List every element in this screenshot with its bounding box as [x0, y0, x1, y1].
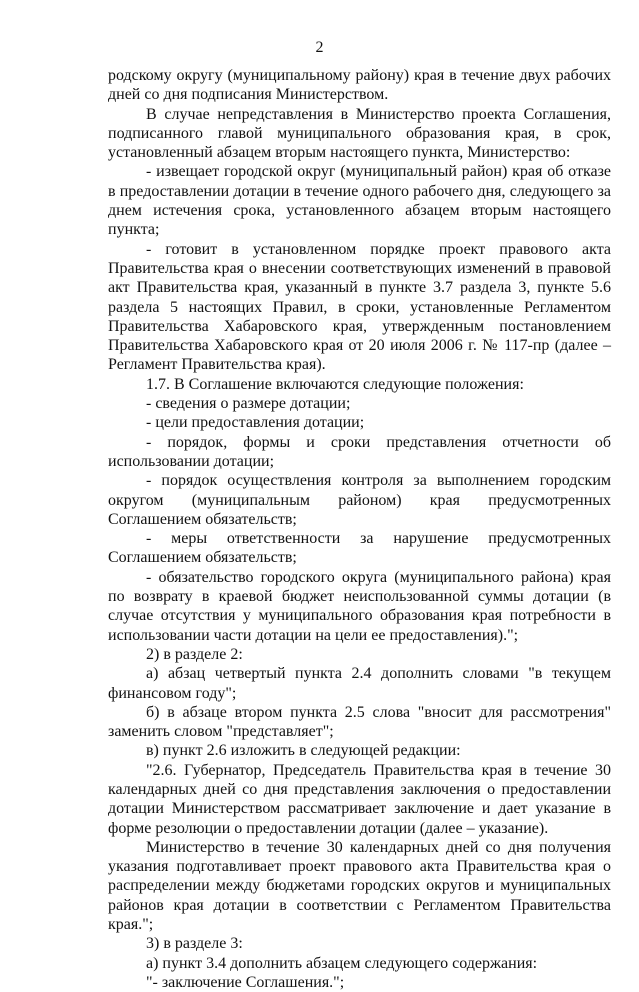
paragraph: Министерство в течение 30 календарных дней со дня получения указания подготавливает проект правового акта Правительства края о распределении между бюджетами городских округов и муниципальных районов края дотации в соответствии с Регламентом Правительства края."; — [108, 838, 611, 934]
paragraph: - порядок, формы и сроки представления отчетности об использовании дотации; — [108, 433, 611, 470]
paragraph: - цели предоставления дотации; — [146, 414, 365, 432]
paragraph: родскому округу (муниципальному району) края в течение двух рабочих дней со дня подписания Министерством. — [108, 67, 611, 104]
paragraph: 3) в разделе 3: — [146, 935, 243, 953]
paragraph: а) абзац четвертый пункта 2.4 дополнить словами "в текущем финансовом году"; — [108, 665, 611, 702]
paragraph: 2) в разделе 2: — [146, 645, 243, 663]
paragraph: - готовит в установленном порядке проект правового акта Правительства края о внесении соответствующих изменений в правовой акт Правительства края, указанный в пункте 3.7 раздела 3, пункте 5.6 раздела 5 настоящих Правил, в сроки, установленные Регламентом Правительства Хабаровского края, утвержденным постановлением Правительства Хабаровского края от 20 июля 2006 г. № 117-пр (далее – Регламент Правительства края). — [108, 240, 611, 374]
paragraph: - сведения о размере дотации; — [146, 395, 351, 413]
paragraph: В случае непредставления в Министерство проекта Соглашения, подписанного главой муниципального образования края, в срок, установленный абзацем вторым настоящего пункта, Министерство: — [108, 105, 611, 162]
paragraph: а) пункт 3.4 дополнить абзацем следующего содержания: — [146, 954, 538, 972]
paragraph: "2.6. Губернатор, Председатель Правительства края в течение 30 календарных дней со дня представления заключения о предоставлении дотации Министерством рассматривает заключение и дает указание в форме резолюции о предоставлении дотации (далее – указание). — [108, 761, 611, 837]
paragraph: 1.7. В Соглашение включаются следующие положения: — [146, 375, 524, 393]
page-number: 2 — [315, 39, 324, 56]
paragraph: "- заключение Соглашения."; — [146, 973, 345, 991]
document-body — [108, 66, 611, 992]
paragraph: в) пункт 2.6 изложить в следующей редакции: — [146, 742, 461, 760]
paragraph: б) в абзаце втором пункта 2.5 слова "вносит для рассмотрения" заменить словом "представляет"; — [108, 703, 611, 741]
paragraph: - извещает городской округ (муниципальный район) края об отказе в предоставлении дотации в течение одного рабочего дня, следующего за днем истечения срока, установленного абзацем вторым настоящего пункта; — [108, 163, 611, 239]
paragraph: - обязательство городского округа (муниципального района) края по возврату в краевой бюджет неиспользованной суммы дотации (в случае отсутствия у муниципального образования края потребности в использовании части дотации на цели ее предоставления)."; — [108, 568, 611, 644]
paragraph: - порядок осуществления контроля за выполнением городским округом (муниципальным районом) края предусмотренных Соглашением обязательств; — [108, 472, 611, 528]
paragraph: - меры ответственности за нарушение предусмотренных Соглашением обязательств; — [108, 530, 611, 567]
